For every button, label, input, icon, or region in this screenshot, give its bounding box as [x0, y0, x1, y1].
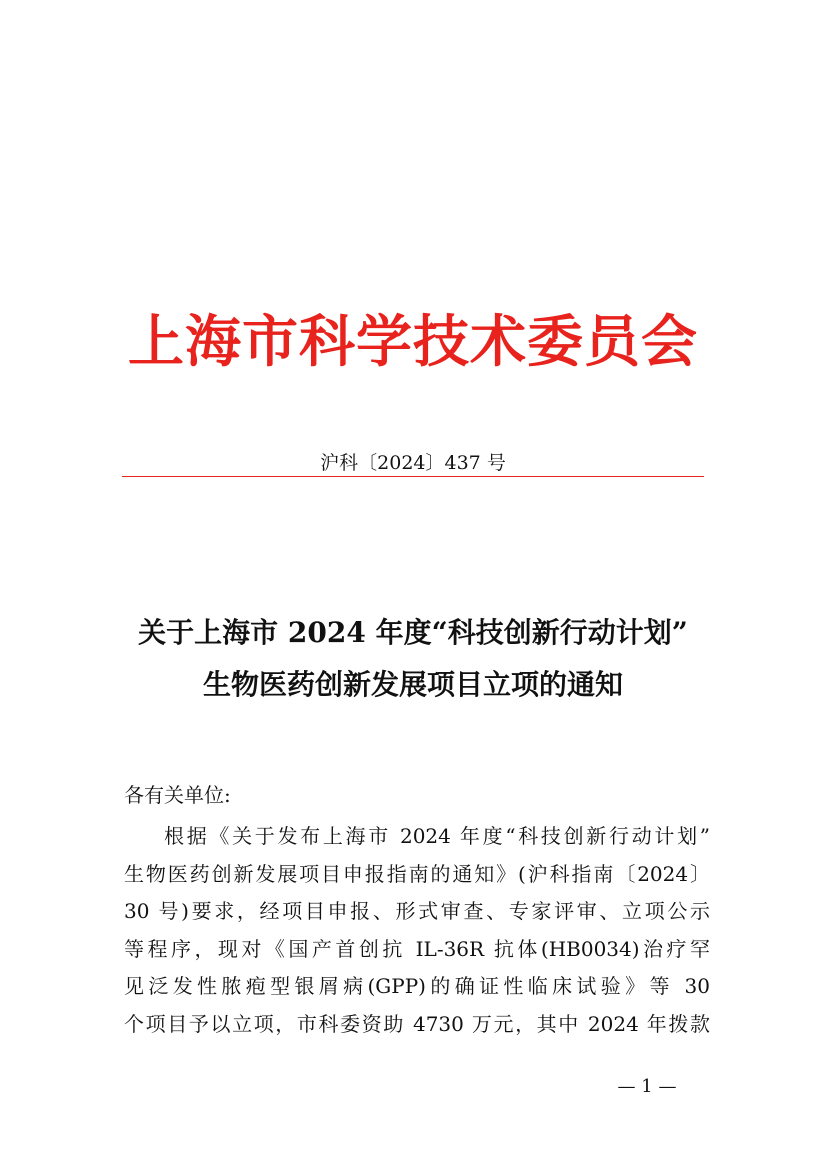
- page-number: — 1 —: [617, 1076, 677, 1097]
- document-number: 沪科〔2024〕437 号: [320, 452, 506, 474]
- body-line: 生物医药创新发展项目申报指南的通知》(沪科指南〔2024〕: [124, 861, 710, 886]
- body-paragraph: [124, 818, 710, 1043]
- body-line: 根据《关于发布上海市 2024 年度“科技创新行动计划”: [164, 824, 710, 848]
- document-title: [0, 607, 826, 711]
- red-divider-line: [122, 476, 704, 477]
- body-line: 等程序，现对《国产首创抗 IL-36R 抗体(HB0034)治疗罕: [124, 936, 710, 961]
- body-line: 个项目予以立项，市科委资助 4730 万元，其中 2024 年拨款: [124, 1011, 710, 1036]
- issuer-header: 上海市科学技术委员会: [128, 309, 698, 375]
- salutation: 各有关单位:: [124, 783, 231, 807]
- body-line: 30 号)要求，经项目申报、形式审查、专家评审、立项公示: [124, 899, 710, 923]
- title-line-1: 关于上海市 2024 年度“科技创新行动计划”: [138, 616, 688, 649]
- title-line-2: 生物医药创新发展项目立项的通知: [202, 668, 623, 701]
- body-line: 见泛发性脓疱型银屑病(GPP)的确证性临床试验》等 30: [124, 974, 710, 998]
